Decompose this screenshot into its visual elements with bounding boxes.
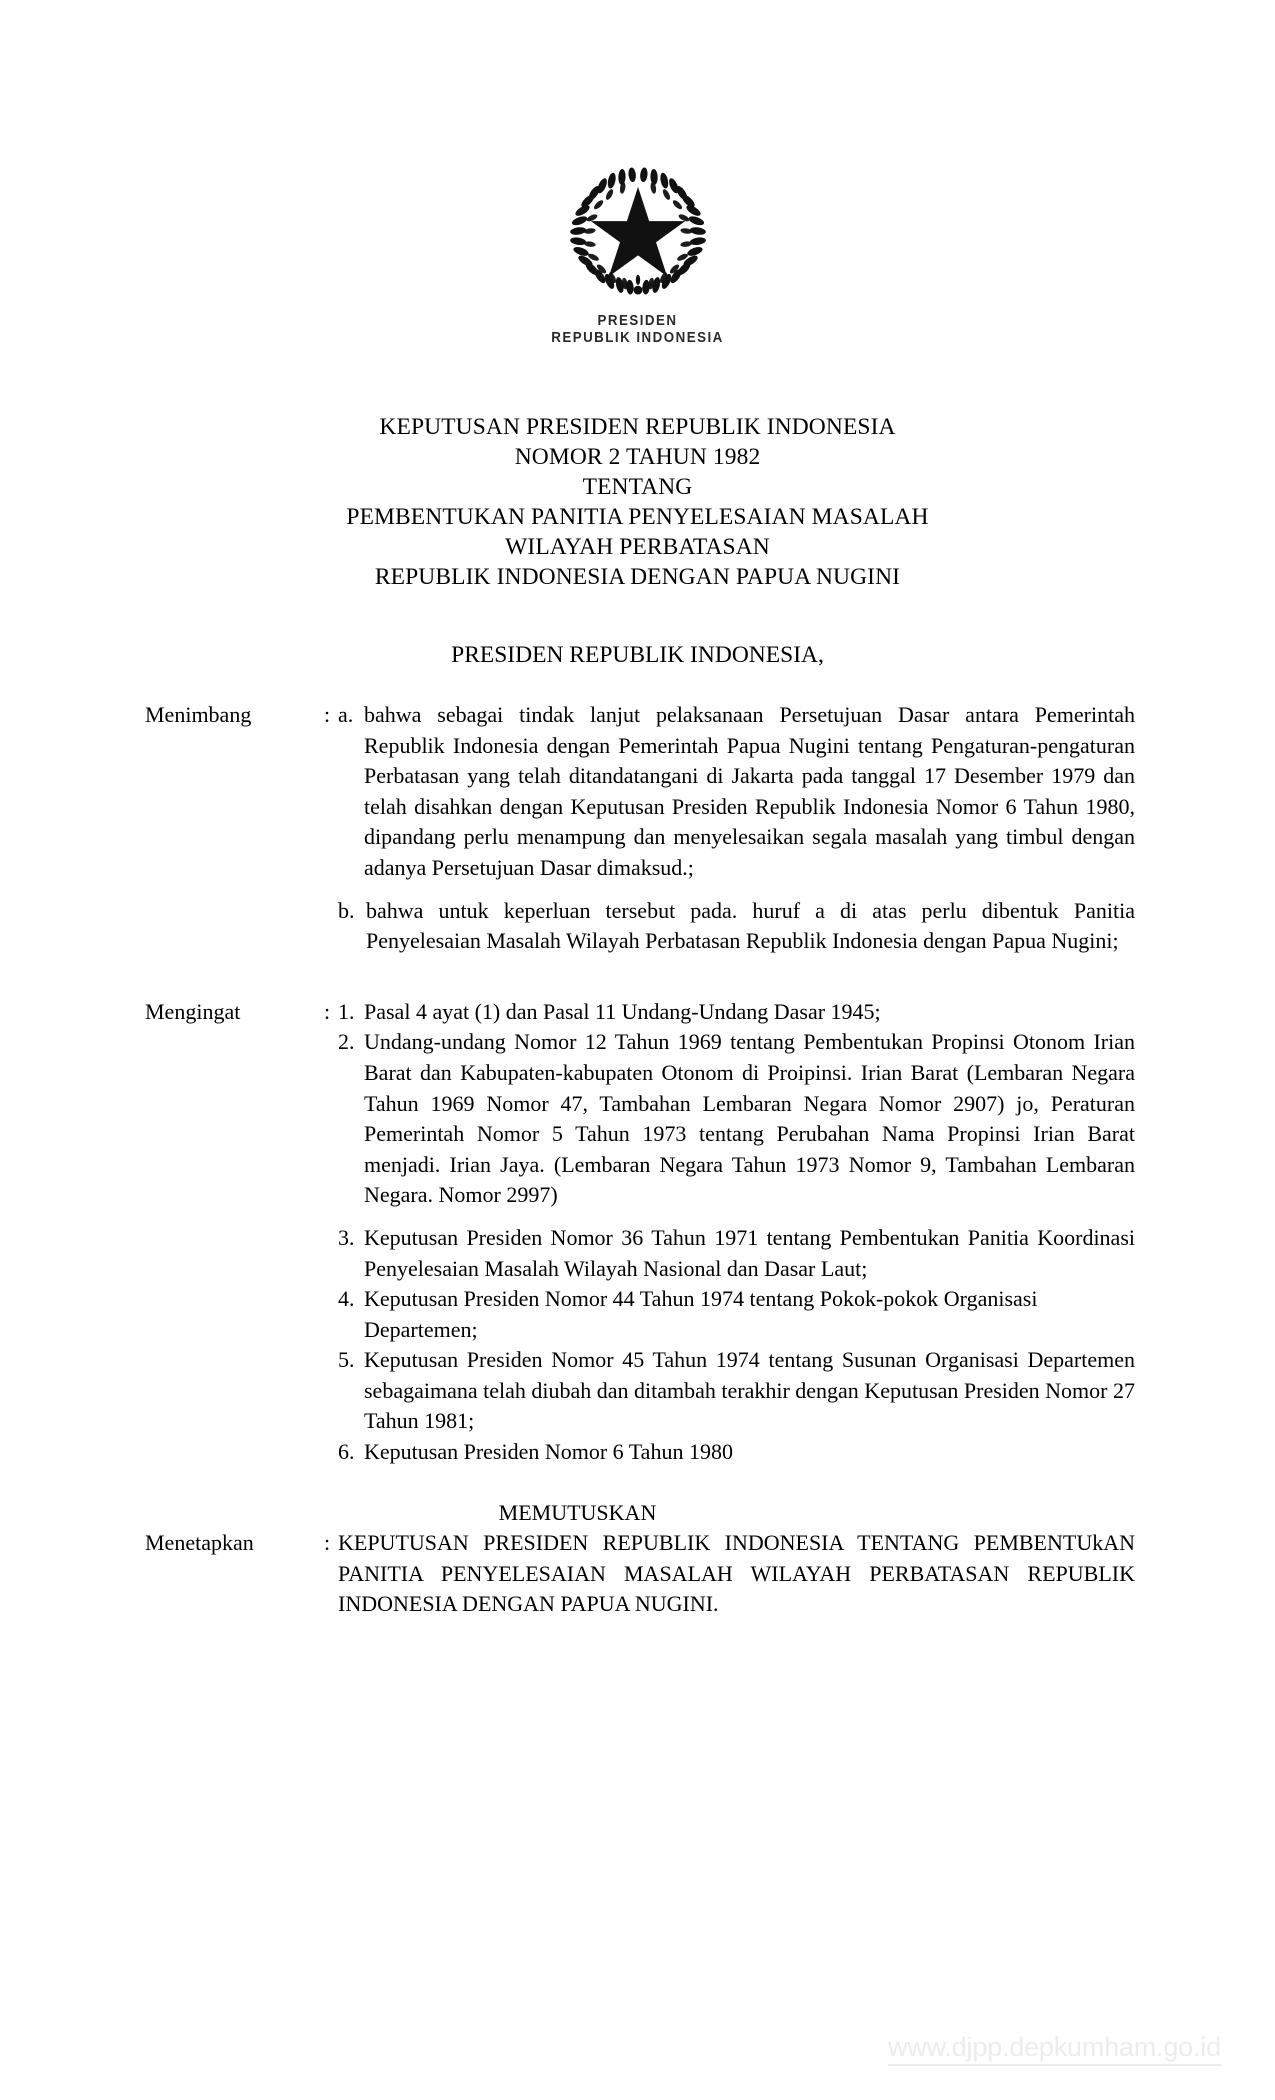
title-line-5: WILAYAH PERBATASAN	[505, 534, 770, 560]
title-line-2: NOMOR 2 TAHUN 1982	[514, 444, 761, 470]
menimbang-section	[0, 700, 1275, 957]
mengingat-item-text: Pasal 4 ayat (1) dan Pasal 11 Undang-Undang Dasar 1945;	[364, 998, 881, 1024]
menetapkan-label: Menetapkan	[145, 1530, 254, 1556]
menimbang-item-text: bahwa untuk keperluan tersebut pada. huruf a di atas perlu dibentuk Panitia Penyelesaian Masalah Wilayah Perbatasan Republik Indonesia dengan Papua Nugini;	[366, 897, 1135, 954]
mengingat-item-text: Keputusan Presiden Nomor 44 Tahun 1974 tentang Pokok-pokok Organisasi Departemen;	[364, 1286, 1038, 1342]
title-line-3: TENTANG	[582, 474, 693, 500]
menimbang-item	[338, 700, 1135, 884]
mengingat-section	[0, 997, 1275, 1468]
mengingat-list-item	[338, 1437, 1135, 1468]
indonesian-presidential-seal-icon	[565, 158, 711, 304]
mengingat-content	[338, 997, 1135, 1468]
menimbang-item-marker: b.	[338, 897, 355, 923]
menimbang-label: Menimbang	[145, 702, 252, 727]
mengingat-item-text: Keputusan Presiden Nomor 6 Tahun 1980	[364, 1439, 733, 1465]
mengingat-item-marker: 1.	[338, 998, 355, 1024]
emblem-caption-line2: REPUBLIK INDONESIA	[551, 329, 724, 346]
emblem-caption-line1: PRESIDEN	[597, 313, 678, 329]
mengingat-item-marker: 5.	[338, 1347, 355, 1373]
title-line-1: KEPUTUSAN PRESIDEN REPUBLIK INDONESIA	[379, 414, 896, 440]
menetapkan-text: KEPUTUSAN PRESIDEN REPUBLIK INDONESIA TENTANG PEMBENTUkAN PANITIA PENYELESAIAN MASALAH WILAYAH PERBATASAN REPUBLIK INDONESIA DENGAN PAPUA NUGINI.	[338, 1530, 1135, 1617]
mengingat-label: Mengingat	[145, 998, 241, 1024]
menimbang-item-text: bahwa sebagai tindak lanjut pelaksanaan Persetujuan Dasar antara Pemerintah Republik Indonesia dengan Pemerintah Papua Nugini tentang Pengaturan-pengaturan Perbatasan yang telah ditandatangani di Jakarta pada tanggal 17 Desember 1979 dan telah disahkan dengan Keputusan Presiden Republik Indonesia Nomor 6 Tahun 1980, dipandang perlu menampung dan menyelesaikan segala masalah yang timbul dengan adanya Persetujuan Dasar dimaksud.;	[364, 702, 1135, 880]
menimbang-item	[338, 896, 1135, 957]
mengingat-item-text: Undang-undang Nomor 12 Tahun 1969 tentang Pembentukan Propinsi Otonom Irian Barat dan Kabupaten-kabupaten Otonom di Proipinsi. Irian Barat (Lembaran Negara Tahun 1969 Nomor 47, Tambahan Lembaran Negara Nomor 2907) jo, Peraturan Pemerintah Nomor 5 Tahun 1973 tentang Perubahan Nama Propinsi Irian Barat menjadi. Irian Jaya. (Lembaran Negara Tahun 1973 Nomor 9, Tambahan Lembaran Negara. Nomor 2997)	[364, 1029, 1135, 1208]
mengingat-list-item	[338, 997, 1135, 1028]
title-line-6: REPUBLIK INDONESIA DENGAN PAPUA NUGINI	[374, 564, 901, 590]
mengingat-list-item	[338, 1223, 1135, 1284]
mengingat-item-marker: 6.	[338, 1439, 355, 1465]
document-body	[0, 700, 1275, 1620]
menimbang-colon: :	[324, 702, 331, 727]
mengingat-colon: :	[324, 998, 331, 1024]
mengingat-list-item	[338, 1345, 1135, 1437]
memutuskan-heading: MEMUTUSKAN	[498, 1499, 657, 1525]
source-watermark: www.djpp.depkumham.go.id	[888, 2031, 1221, 2066]
mengingat-item-marker: 4.	[338, 1286, 355, 1312]
document-title	[0, 412, 1275, 592]
menimbang-item-marker: a.	[338, 702, 354, 727]
mengingat-list-item	[338, 1027, 1135, 1211]
menetapkan-colon: :	[324, 1530, 331, 1556]
mengingat-list	[338, 997, 1135, 1468]
title-line-4: PEMBENTUKAN PANITIA PENYELESAIAN MASALAH	[346, 504, 929, 530]
mengingat-item-text: Keputusan Presiden Nomor 45 Tahun 1974 tentang Susunan Organisasi Departemen sebagaimana telah diubah dan ditambah terakhir dengan Keputusan Presiden Nomor 27 Tahun 1981;	[364, 1347, 1135, 1434]
menimbang-content	[338, 700, 1135, 957]
mengingat-item-marker: 2.	[338, 1029, 355, 1055]
mengingat-item-text: Keputusan Presiden Nomor 36 Tahun 1971 tentang Pembentukan Panitia Koordinasi Penyelesaian Masalah Wilayah Nasional dan Dasar Laut;	[364, 1224, 1135, 1281]
mengingat-list-item	[338, 1284, 1135, 1345]
menetapkan-section	[0, 1528, 1275, 1620]
issuing-authority-heading: PRESIDEN REPUBLIK INDONESIA,	[451, 642, 824, 668]
presidential-emblem-block	[0, 158, 1275, 346]
mengingat-item-marker: 3.	[338, 1224, 355, 1250]
emblem-caption	[51, 313, 1224, 346]
